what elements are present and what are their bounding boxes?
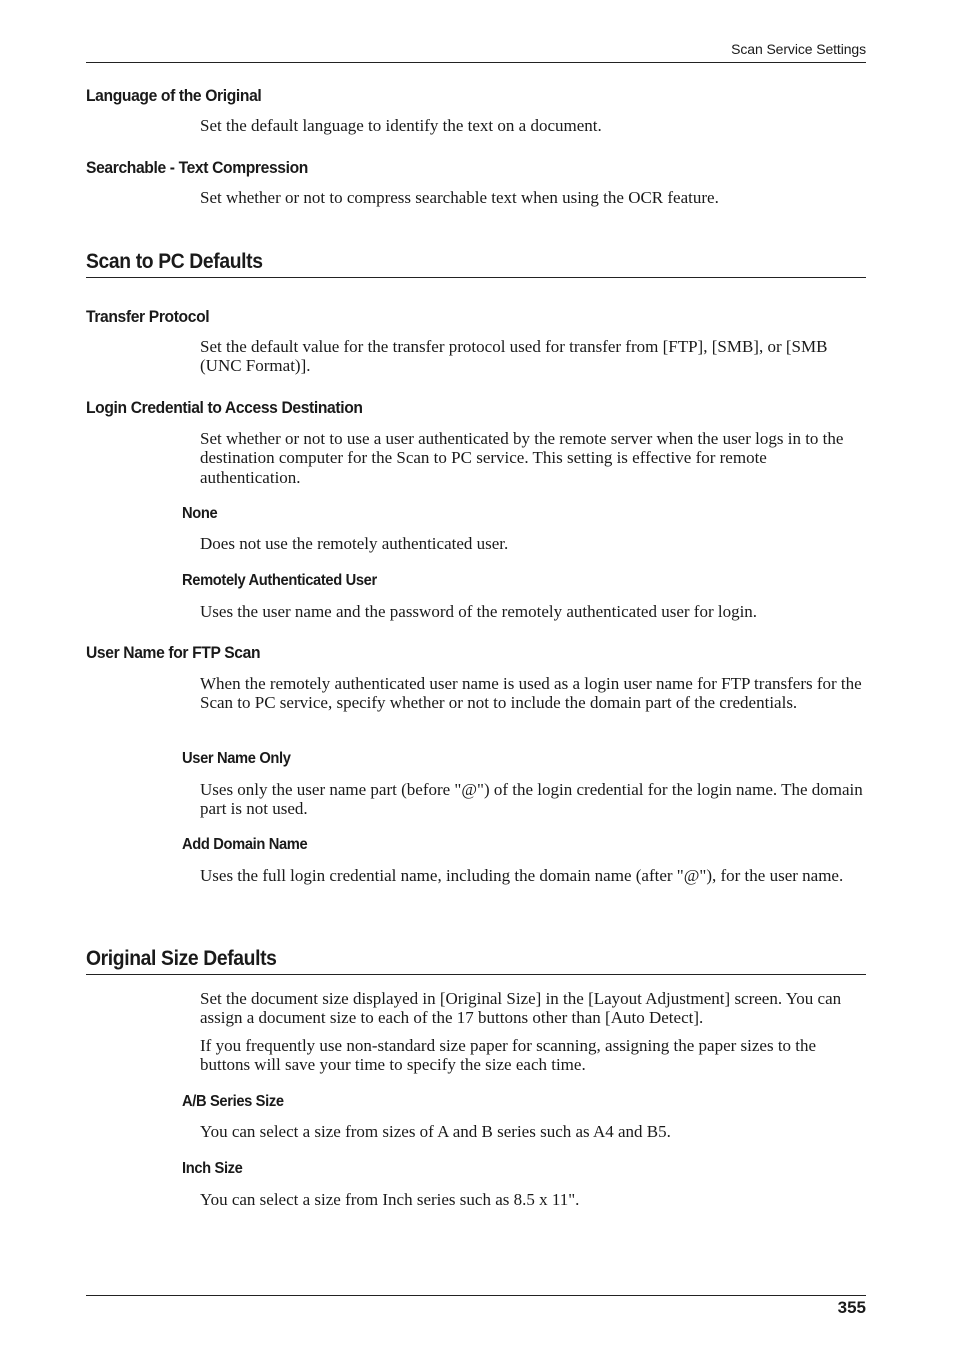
- footer-rule: [86, 1295, 866, 1296]
- heading-add-domain-name: Add Domain Name: [182, 836, 308, 853]
- section-title-scan-to-pc-defaults: [86, 250, 866, 278]
- text-searchable-text-compression: Set whether or not to compress searchable text when using the OCR feature.: [200, 188, 719, 207]
- text-language-of-original: Set the default language to identify the text on a document.: [200, 116, 602, 135]
- text-add-domain-name: Uses the full login credential name, including the domain name (after "@"), for the user name.: [200, 866, 844, 885]
- heading-none: None: [182, 505, 218, 522]
- running-header: [86, 40, 866, 63]
- section-title-original-size-defaults-label: Original Size Defaults: [86, 947, 277, 970]
- heading-language-of-original: Language of the Original: [86, 86, 262, 105]
- heading-searchable-text-compression: Searchable - Text Compression: [86, 158, 308, 177]
- text-remotely-authenticated-user: Uses the user name and the password of the remotely authenticated user for login.: [200, 602, 758, 621]
- heading-user-name-for-ftp-scan: User Name for FTP Scan: [86, 643, 261, 662]
- running-header-title: Scan Service Settings: [731, 41, 866, 57]
- text-inch-size: You can select a size from Inch series such as 8.5 x 11".: [200, 1190, 580, 1209]
- page-number: 355: [837, 1298, 866, 1317]
- text-ab-series-size: You can select a size from sizes of A and B series such as A4 and B5.: [200, 1122, 671, 1141]
- section-title-scan-to-pc-defaults-label: Scan to PC Defaults: [86, 250, 263, 273]
- section-title-original-size-defaults: [86, 947, 866, 975]
- text-login-credential: Set whether or not to use a user authenticated by the remote server when the user logs in to the destination computer for the Scan to PC service. This setting is effective for remote authentication.: [200, 429, 844, 487]
- heading-remotely-authenticated-user: Remotely Authenticated User: [182, 572, 377, 589]
- heading-transfer-protocol: Transfer Protocol: [86, 307, 210, 326]
- text-none: Does not use the remotely authenticated user.: [200, 534, 509, 553]
- heading-login-credential: Login Credential to Access Destination: [86, 398, 363, 417]
- heading-user-name-only: User Name Only: [182, 750, 291, 767]
- text-user-name-for-ftp-scan: When the remotely authenticated user name is used as a login user name for FTP transfers for the Scan to PC service, specify whether or not to include the domain part of the credentials.: [200, 674, 862, 713]
- text-transfer-protocol: Set the default value for the transfer protocol used for transfer from [FTP], [SMB], or [SMB (UNC Format)].: [200, 337, 828, 376]
- heading-inch-size: Inch Size: [182, 1160, 243, 1177]
- text-user-name-only: Uses only the user name part (before "@") of the login credential for the login name. The domain part is not used.: [200, 780, 863, 819]
- text-original-size-1: Set the document size displayed in [Original Size] in the [Layout Adjustment] screen. You can assign a document size to each of the 17 buttons other than [Auto Detect].: [200, 989, 842, 1028]
- text-original-size-2: If you frequently use non-standard size paper for scanning, assigning the paper sizes to the buttons will save your time to specify the size each time.: [200, 1036, 817, 1075]
- heading-ab-series-size: A/B Series Size: [182, 1093, 284, 1110]
